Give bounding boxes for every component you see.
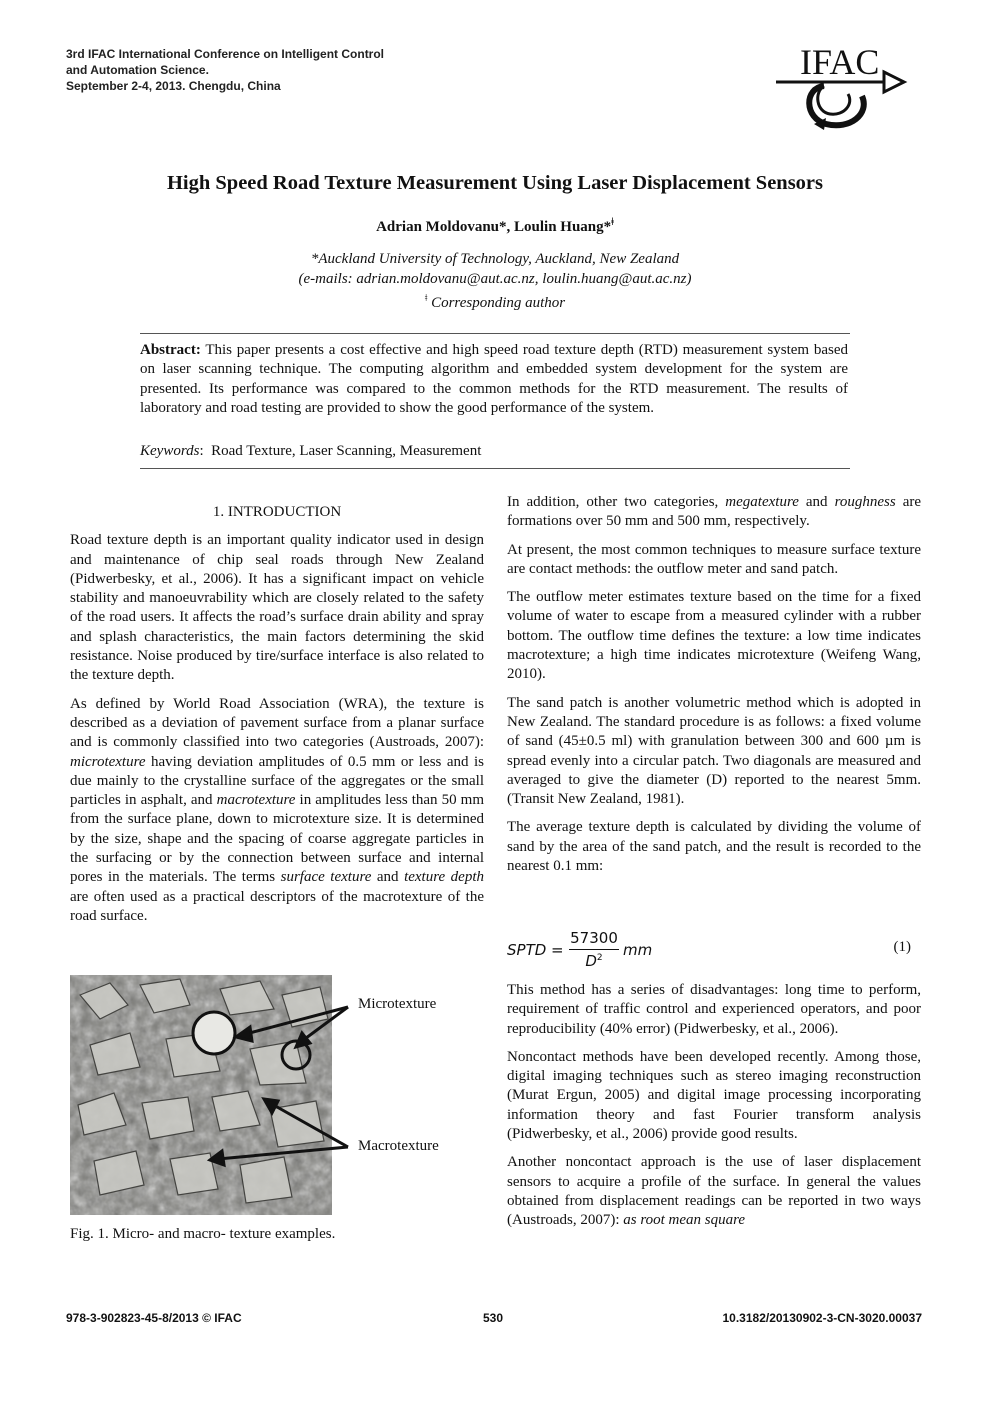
corresponding-label: Corresponding author [431,295,566,311]
left-column [70,503,484,935]
right-paragraph-7: Noncontact methods have been developed recently. Among those, digital imaging techniques such as stereo imaging reconstruction (Murat Ergun, 2005) and digital image processing incorporating information theory and fast Fourier transform analysis (Pidwerbesky, et al., 2006) provide good results. [507,1048,921,1143]
equation-exponent: 2 [596,953,603,963]
author-mark: ǂ [611,217,614,228]
figure-annotation-arrows [70,975,370,1215]
intro-paragraph-1: Road texture depth is an important quality indicator used in design and maintenance of chip seal roads through New Zealand (Pidwerbesky, et al., 2006). It has a significant impact on vehicle stability and manoeuvrability which are closely related to the safety of the road users. It affects the road’s surface drain ability and spray and splash characteristics, the main factors determining the skid resistance. Noise produced by tire/surface interface is also related to the texture depth. [70,532,484,684]
right-paragraph-1 [507,493,921,532]
rp1-text-and: and [798,494,835,510]
affiliation-emails: (e-mails: adrian.moldovanu@aut.ac.nz, loulin.huang@aut.ac.nz) [298,271,692,287]
keywords-label: Keywords [140,443,200,459]
right-paragraph-8 [507,1153,921,1230]
conference-header [66,46,384,94]
author-list [0,217,990,236]
footer-isbn: 978-3-902823-45-8/2013 © IFAC [66,1311,242,1325]
keywords [140,443,848,460]
rp1-text-a: In addition, other two categories, [507,494,726,510]
corresponding-author-note [0,289,990,313]
equation-denominator-group [569,952,619,970]
p2-text-a: As defined by World Road Association (WRA), the texture is described as a deviation of pavement surface from a planar surface and is commonly classified into two categories (Austroads, 2007): [70,695,484,751]
equation-fraction-bar [569,949,619,950]
author-names: Adrian Moldovanu*, Loulin Huang* [376,219,612,235]
ifac-logo [766,38,912,134]
conference-line-1: 3rd IFAC International Conference on Intelligent Control [66,47,385,61]
p2-text-d: are often used as a practical descriptors of the macrotexture of the road surface. [70,888,484,924]
section-title-introduction: 1. INTRODUCTION [212,504,342,520]
corresponding-mark: ǂ [424,293,428,304]
footer-doi: 10.3182/20130902-3-CN-3020.00037 [722,1311,922,1325]
label-microtexture: Microtexture [358,996,437,1012]
right-column-bottom [507,981,921,1240]
affiliation-institution: *Auckland University of Technology, Auckland, New Zealand [310,251,680,267]
figure-caption: Fig. 1. Micro- and macro- texture examples. [70,1226,336,1242]
abstract-text: This paper presents a cost effective and high speed road texture depth (RTD) measurement system based on laser scanning technique. The computing algorithm and embedded system development for the system are presented. Its performance was compared to the common methods for the RTD measurement. The results of laboratory and road testing are provided to show the good performance of the system. [140,342,848,416]
equation-unit: mm [623,941,653,959]
right-column-top [507,493,921,885]
right-paragraph-3: The outflow meter estimates texture based on the time for a fixed volume of water to escape from a measured cylinder with a rubber bottom. The outflow time defines the texture: a low time indicates macrotexture; a high time indicates microtexture (Weifeng Wang, 2010). [507,589,921,683]
term-megatexture: megatexture [725,494,799,510]
right-paragraph-5: The average texture depth is calculated by dividing the volume of sand by the area of the sand patch, and the result is recorded to the nearest 0.1 mm: [507,819,921,875]
term-texture-depth: texture depth [404,869,484,886]
abstract-label: Abstract: [140,342,201,358]
right-paragraph-4: The sand patch is another volumetric method which is adopted in New Zealand. The standard procedure is as follows: a fixed volume of sand (45±0.5 ml) with granulation between 300 and 600 µm is spread evenly into a circular patch. Two diagonals are measured and averaged to give the diameter (D) reported to the nearest 5mm. (Transit New Zealand, 1981). [507,694,921,808]
conference-line-2: and Automation Science. [66,63,209,77]
abstract-top-rule [140,333,850,334]
p2-text-and: and [371,869,405,886]
keywords-colon: : [199,443,204,459]
rp8-text-a: Another noncontact approach is the use of laser displacement sensors to acquire a profile of the surface. In general the values obtained from displacement readings can be reported in two ways (Austroads, 2007): [507,1154,921,1229]
abstract-bottom-rule [140,468,850,469]
right-paragraph-6: This method has a series of disadvantages: long time to perform, requirement of traffic control and experienced operators, and poor reproducibility (40% error) (Pidwerbesky, et al., 2006). [507,982,921,1037]
term-macrotexture: macrotexture [216,792,296,809]
label-macrotexture: Macrotexture [358,1138,439,1154]
footer-page-number: 530 [483,1311,504,1325]
keywords-text: Road Texture, Laser Scanning, Measurement [211,443,482,459]
abstract [140,341,848,418]
paper-title: High Speed Road Texture Measurement Using Laser Displacement Sensors [166,172,824,194]
ifac-logo-graphic [766,38,912,134]
intro-paragraph-2 [70,695,484,927]
conference-line-3: September 2-4, 2013. Chengdu, China [66,79,281,93]
equation-denominator: D [585,952,597,970]
affiliation-block [0,249,990,313]
equation-1 [507,927,921,975]
ifac-logo-text: IFAC [800,42,880,82]
term-microtexture: microtexture [70,753,146,770]
term-root-mean-square: as root mean square [623,1212,746,1229]
equation-number: (1) [893,939,911,955]
term-roughness: roughness [834,494,896,510]
p2-text-b: having deviation amplitudes of 0.5 mm or less and is due mainly to the crystalline surface of the aggregates or the small particles in asphalt, and [70,753,484,809]
right-paragraph-2: At present, the most common techniques to measure surface texture are contact methods: the outflow meter and sand patch. [507,541,921,577]
equation-numerator: 57300 [570,929,618,947]
term-surface-texture: surface texture [280,869,372,886]
rp1-text-b: are formations over 50 mm and 500 mm, respectively. [507,494,921,530]
equation-lhs: SPTD = [507,941,564,959]
p2-text-c: in amplitudes less than 50 mm from the surface plane, down to microtexture size. It is determined by the size, shape and the spacing of coarse aggregate particles in the surfacing or by the connection between surface and internal pores in the materials. The terms [70,792,484,886]
